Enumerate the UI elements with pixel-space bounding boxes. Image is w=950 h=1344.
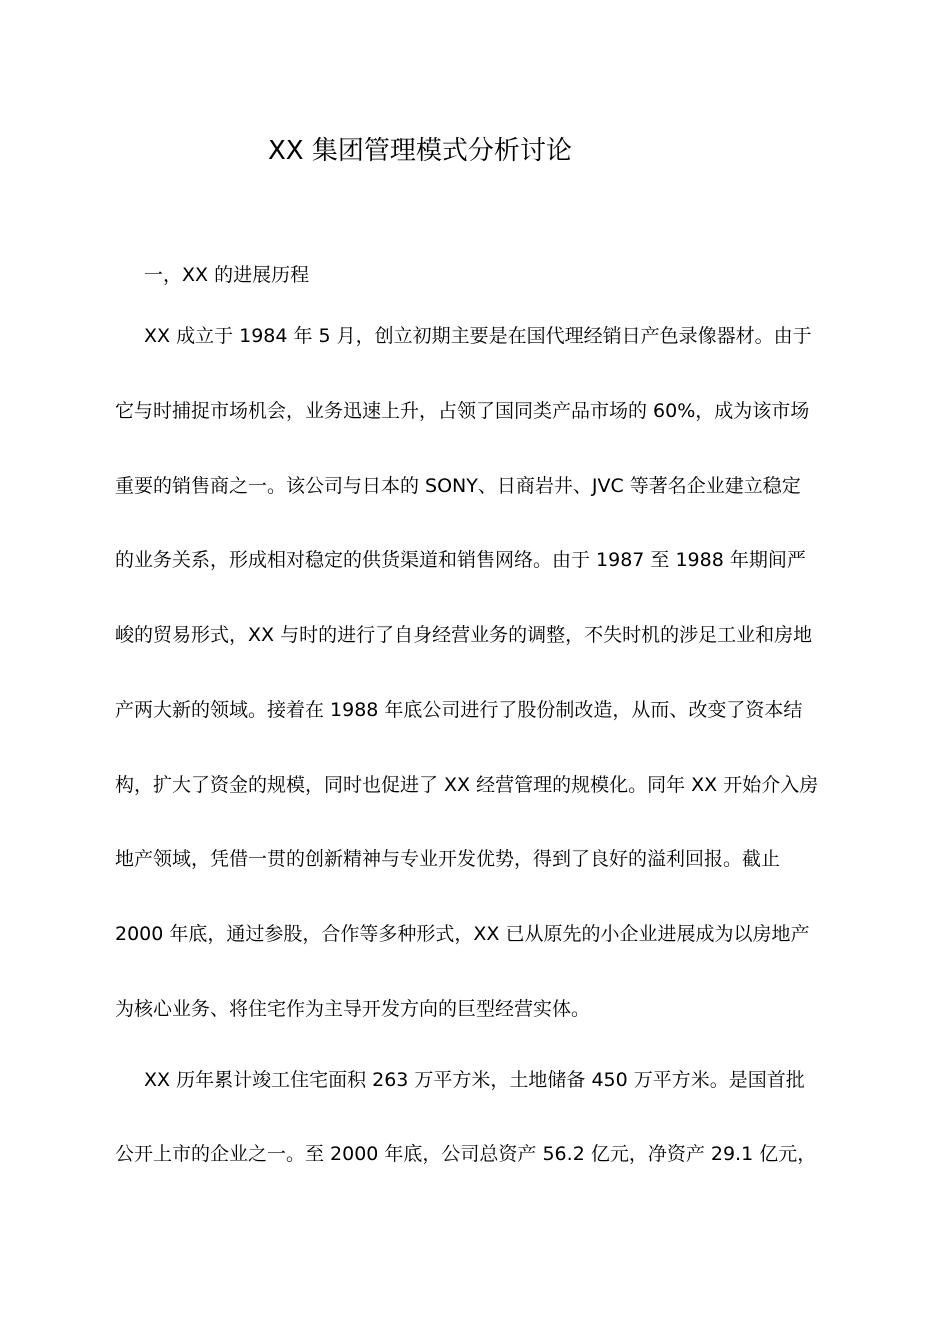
document-title: XX 集团管理模式分析讨论 <box>268 136 572 166</box>
section-heading: 一，XX 的进展历程 <box>144 264 310 286</box>
paragraph-line: 公开上市的企业之一。至 2000 年底，公司总资产 56.2 亿元，净资产 29.1 亿元， <box>115 1143 817 1165</box>
paragraph-line: 为核心业务、将住宅作为主导开发方向的巨型经营实体。 <box>115 998 591 1020</box>
paragraph-line: 它与时捕捉市场机会，业务迅速上升，占领了国同类产品市场的 60%，成为该市场 <box>115 400 810 422</box>
paragraph-line: 峻的贸易形式，XX 与时的进行了自身经营业务的调整，不失时机的涉足工业和房地 <box>115 624 813 646</box>
paragraph-line: 产两大新的领域。接着在 1988 年底公司进行了股份制改造，从而、改变了资本结 <box>115 699 803 721</box>
paragraph-line: XX 历年累计竣工住宅面积 263 万平方米，土地储备 450 万平方米。是国首批 <box>144 1069 805 1091</box>
paragraph-line: 地产领域，凭借一贯的创新精神与专业开发优势，得到了良好的溢利回报。截止 <box>115 848 781 870</box>
paragraph-line: 的业务关系，形成相对稳定的供货渠道和销售网络。由于 1987 至 1988 年期间严 <box>115 549 806 571</box>
paragraph-line: 2000 年底，通过参股，合作等多种形式，XX 已从原先的小企业进展成为以房地产 <box>115 923 810 945</box>
paragraph-line: XX 成立于 1984 年 5 月，创立初期主要是在国代理经销日产色录像器材。由于 <box>144 325 812 347</box>
paragraph-line: 构，扩大了资金的规模，同时也促进了 XX 经营管理的规模化。同年 XX 开始介入房 <box>115 774 819 796</box>
paragraph-line: 重要的销售商之一。该公司与日本的 SONY、日商岩井、JVC 等著名企业建立稳定 <box>115 475 801 497</box>
